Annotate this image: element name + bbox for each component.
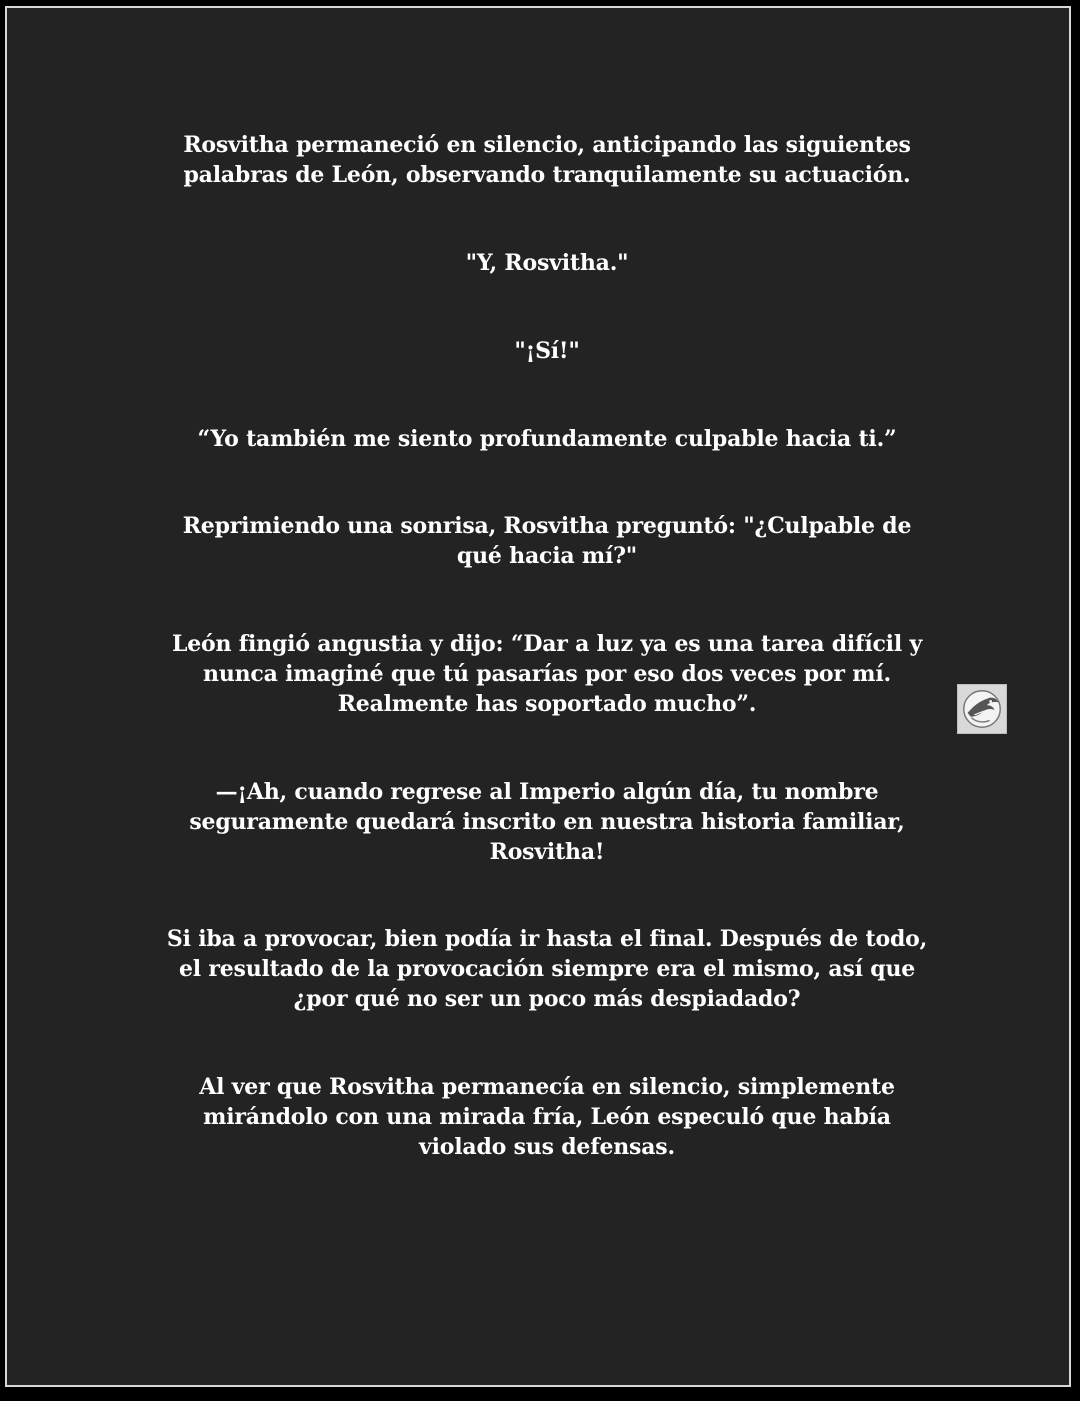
- paragraph-line: violado sus defensas.: [419, 1134, 675, 1160]
- paragraph-line: Reprimiendo una sonrisa, Rosvitha preguntó: "¿Culpable de: [182, 513, 912, 539]
- page-panel: [5, 6, 1071, 1387]
- paragraph-line: "¡Sí!": [514, 338, 580, 364]
- paragraph-line: nunca imaginé que tú pasarías por eso dos veces por mí.: [203, 661, 891, 687]
- paragraph-1: [157, 130, 937, 190]
- paragraph-line: Realmente has soportado mucho”.: [337, 691, 757, 717]
- paragraph-line: “Yo también me siento profundamente culpable hacia ti.”: [197, 426, 897, 452]
- paragraph-line: ¿por qué no ser un poco más despiadado?: [293, 986, 801, 1012]
- paragraph-3: [157, 336, 937, 366]
- paragraph-line: palabras de León, observando tranquilamente su actuación.: [183, 162, 911, 188]
- paragraph-7: [157, 777, 937, 867]
- paragraph-5: [157, 511, 937, 571]
- paragraph-line: "Y, Rosvitha.": [465, 250, 629, 276]
- paragraph-2: [157, 248, 937, 278]
- paragraph-line: el resultado de la provocación siempre era el mismo, así que: [178, 956, 916, 982]
- dragon-logo-icon: [957, 684, 1007, 734]
- paragraph-6: [157, 629, 937, 719]
- paragraph-line: mirándolo con una mirada fría, León especuló que había: [203, 1104, 891, 1130]
- paragraph-line: León fingió angustia y dijo: “Dar a luz ya es una tarea difícil y: [171, 631, 923, 657]
- paragraph-4: [157, 424, 937, 454]
- paragraph-9: [157, 1072, 937, 1162]
- paragraph-line: seguramente quedará inscrito en nuestra historia familiar,: [189, 809, 905, 835]
- paragraph-8: [157, 924, 937, 1014]
- paragraph-line: Rosvitha!: [489, 839, 605, 865]
- paragraph-line: Al ver que Rosvitha permanecía en silencio, simplemente: [199, 1074, 895, 1100]
- paragraph-line: qué hacia mí?": [456, 543, 638, 569]
- paragraph-line: —¡Ah, cuando regrese al Imperio algún día, tu nombre: [215, 779, 879, 805]
- paragraph-line: Si iba a provocar, bien podía ir hasta el final. Después de todo,: [166, 926, 928, 952]
- paragraph-line: Rosvitha permaneció en silencio, anticipando las siguientes: [183, 132, 911, 158]
